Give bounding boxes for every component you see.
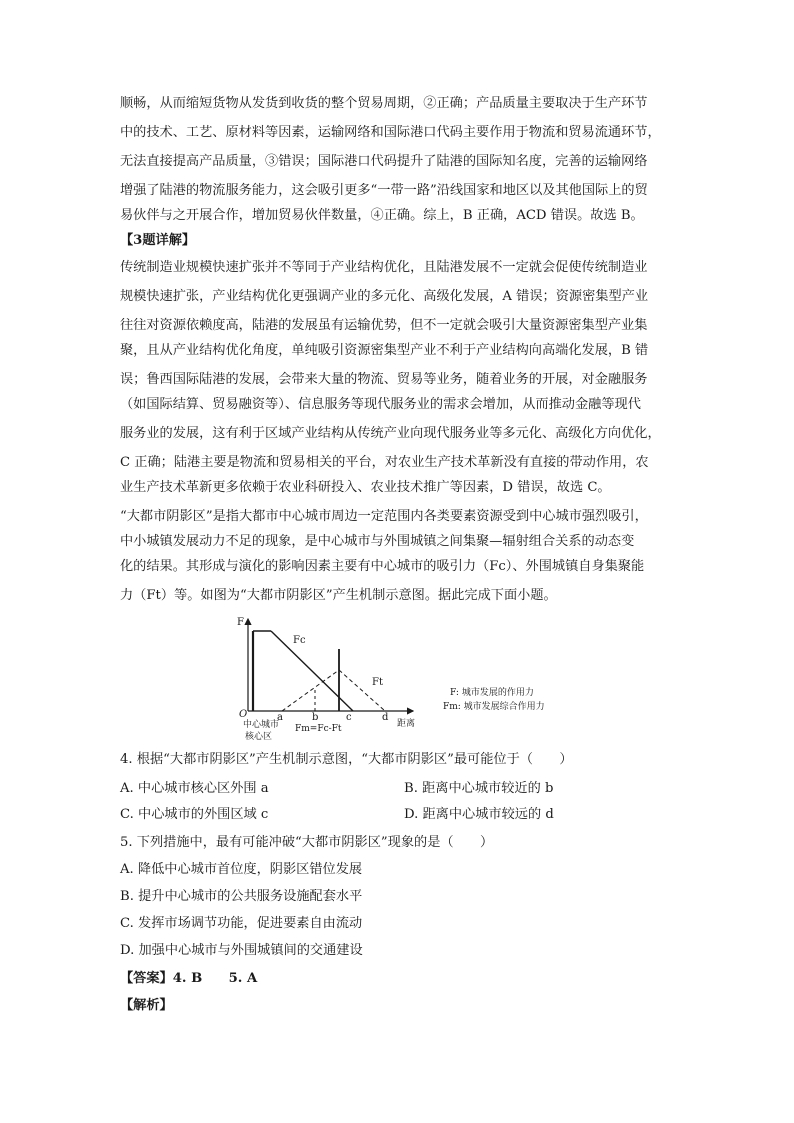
legend-f: F: 城市发展的作用力 [450,688,534,698]
answer-line: 【答案】4. B 5. A [120,971,258,986]
legend-fm: Fm: 城市发展综合作用力 [443,702,545,712]
tick-b: b [312,712,319,723]
core-area-label: 核心区 [245,732,273,742]
paragraph-2-line: 规模快速扩张，产业结构优化更强调产业的多元化、高级化发展，A 错误；资源密集型产业 [120,289,649,304]
question-5-option-c[interactable]: C. 发挥市场调节功能，促进要素自由流动 [120,916,363,931]
question-5-option-a[interactable]: A. 降低中心城市首位度，阴影区错位发展 [120,862,363,877]
paragraph-2-line: 聚，且从产业结构优化角度，单纯吸引资源密集型产业不利于产业结构向高端化发展，B 错 [120,343,649,358]
question-5-option-d[interactable]: D. 加强中心城市与外围城镇间的交通建设 [120,943,363,958]
section-3-title: 【3题详解】 [120,233,196,248]
question-5-stem: 5. 下列措施中，最有可能冲破“大都市阴影区”现象的是（ ） [120,835,494,850]
paragraph-3-line: 中小城镇发展动力不足的现象，是中心城市与外围城镇之间集聚—辐射组合关系的动态变 [120,534,635,549]
question-4-option-c[interactable]: C. 中心城市的外围区域 c [120,807,269,822]
ft-label: Ft [372,677,383,688]
tick-a: a [277,712,283,723]
paragraph-3-line: “大都市阴影区”是指大都市中心城市周边一定范围内各类要素资源受到中心城市强烈吸引， [120,509,648,524]
question-4-option-b[interactable]: B. 距离中心城市较近的 b [404,781,554,796]
origin-label: O [239,709,248,720]
tick-d: d [382,712,389,723]
y-axis-label: F [237,617,244,628]
question-4-option-d[interactable]: D. 距离中心城市较远的 d [404,807,554,822]
analysis-heading: 【解析】 [120,998,173,1013]
question-4-stem: 4. 根据“大都市阴影区”产生机制示意图，“大都市阴影区”最可能位于（ ） [120,752,573,767]
paragraph-1-line: 增强了陆港的物流服务能力，这会吸引更多“一带一路”沿线国家和地区以及其他国际上的贸 [120,183,648,198]
x-axis-label: 距离 [397,719,416,729]
ft-line-rise [282,670,339,711]
paragraph-2-line: 传统制造业规模快速扩张并不等同于产业结构优化，且陆港发展不一定就会促使传统制造业 [120,260,648,275]
tick-c: c [346,712,352,723]
paragraph-2-line: 误；鲁西国际陆港的发展，会带来大量的物流、贸易等业务，随着业务的开展，对金融服务 [120,372,648,387]
question-4-option-a[interactable]: A. 中心城市核心区外围 a [120,781,269,796]
question-5-option-b[interactable]: B. 提升中心城市的公共服务设施配套水平 [120,889,363,904]
center-city-label: 中心城市 [243,720,280,730]
paragraph-2-line: 服务业的发展，这有利于区域产业结构从传统产业向现代服务业等多元化、高级化方向优化， [120,426,661,441]
fc-label: Fc [293,635,306,646]
paragraph-2-line: 往往对资源依赖度高，陆港的发展虽有运输优势，但不一定就会吸引大量资源密集型产业集 [120,318,648,333]
shadow-mechanism-diagram [225,613,570,743]
fm-formula-label: Fm=Fc-Ft [295,724,342,734]
paragraph-3-line: 化的结果。其形成与演化的影响因素主要有中心城市的吸引力（Fc）、外围城镇自身集聚能 [120,559,645,574]
paragraph-1-line: 无法直接提高产品质量，③错误；国际港口代码提升了陆港的国际知名度，完善的运输网络 [120,154,648,169]
paragraph-1-line: 中的技术、工艺、原材料等因素，运输网络和国际港口代码主要作用于物流和贸易流通环节， [120,125,661,140]
paragraph-1-line: 易伙伴与之开展合作，增加贸易伙伴数量，④正确。综上，B 正确，ACD 错误。故选 B。 [120,208,644,223]
paragraph-2-line: 业生产技术革新更多依赖于农业科研投入、农业技术推广等因素，D 错误，故选 C。 [120,480,611,495]
paragraph-2-line: （如国际结算、贸易融资等）、信息服务等现代服务业的需求会增加，从而推动金融等现代 [120,397,641,412]
paragraph-1-line: 顺畅，从而缩短货物从发货到收货的整个贸易周期，②正确；产品质量主要取决于生产环节 [120,96,648,111]
paragraph-3-line: 力（Ft）等。如图为“大都市阴影区”产生机制示意图。据此完成下面小题。 [120,588,557,603]
paragraph-2-line: C 正确；陆港主要是物流和贸易相关的平台，对农业生产技术革新没有直接的带动作用，农 [120,455,649,470]
